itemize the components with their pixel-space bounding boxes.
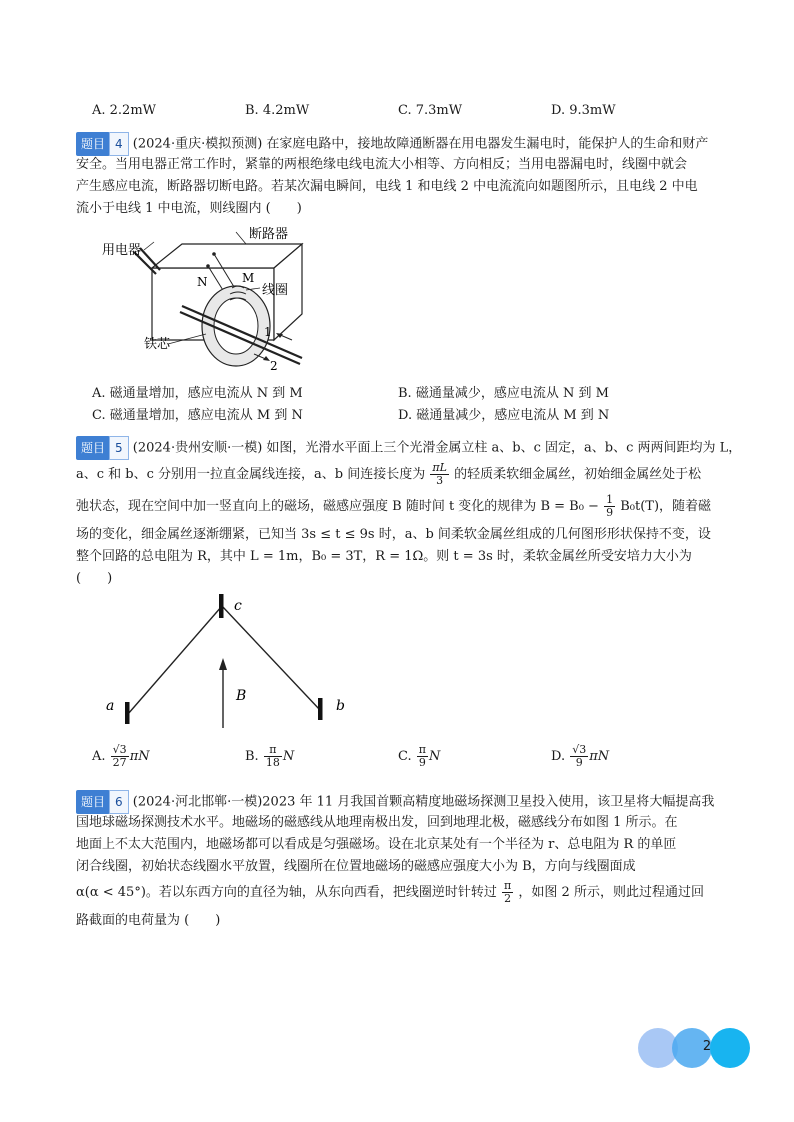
frac-den: 27: [112, 756, 127, 769]
q5-text-2b: 的轻质柔软细金属丝，初始细金属丝处于松: [454, 467, 702, 482]
triangle-posts-figure: [100, 592, 360, 732]
q5-text-3a: 弛状态，现在空间中加一竖直向上的磁场，磁感应强度 B 随时间 t 变化的规律为 B = B₀ −: [76, 499, 599, 514]
frac-num: 1: [606, 493, 614, 506]
frac-den: 9: [418, 756, 426, 769]
opt-unit: N: [282, 749, 295, 764]
opt-unit: πN: [129, 749, 150, 764]
q3-option-b[interactable]: B. 4.2mW: [245, 103, 310, 118]
label-wire-1: 1: [264, 325, 272, 339]
page-number: 2: [702, 1039, 712, 1054]
page-number-badge: [638, 1028, 750, 1068]
frac-num: π: [504, 879, 512, 892]
q6-stem-line5: [76, 878, 704, 908]
label-breaker: 断路器: [249, 227, 289, 242]
post-c: [219, 594, 224, 618]
post-a: [125, 702, 130, 724]
question-number: 4: [109, 132, 129, 156]
q5-option-d[interactable]: [551, 744, 609, 769]
q5-stem-line1: [76, 436, 741, 460]
q5-stem-line6: ( ): [76, 571, 113, 586]
label-wire-2: 2: [270, 359, 278, 372]
q5-option-a[interactable]: [92, 744, 150, 769]
wire-a-c: [128, 606, 222, 714]
frac: [111, 744, 129, 769]
frac-num: √3: [112, 743, 127, 756]
q5-stem-line4: 场的变化，细金属丝逐渐绷紧，已知当 3s ≤ t ≤ 9s 时，a、b 间柔软金属丝组成的几何图形形状保持不变，设: [76, 527, 711, 542]
q5-stem-line3: [76, 492, 711, 522]
opt-letter: D.: [551, 749, 566, 764]
label-n: N: [197, 275, 208, 289]
frac-den: 9: [606, 506, 614, 519]
opt-unit: N: [429, 749, 441, 764]
q3-option-c[interactable]: C. 7.3mW: [398, 103, 463, 118]
q6-text-1: (2024·河北邯郸·一模)2023 年 11 月我国首颗高精度地磁场探测卫星投入使用，该卫星将大幅提高我: [132, 794, 715, 810]
frac-num: √3: [572, 743, 587, 756]
question-badge: 题目: [76, 790, 110, 814]
post-b: [318, 698, 323, 720]
q6-stem-line3: 地面上不太大范围内，地磁场都可以看成是匀强磁场。设在北京某处有一个半径为 r、总电阻为 R 的单匝: [76, 837, 677, 852]
q5-text-3b: B₀t(T)，随着磁: [620, 499, 712, 514]
q6-stem-line1: [76, 790, 714, 814]
question-badge: 题目: [76, 436, 110, 460]
frac-den: 9: [575, 756, 583, 769]
q4-option-a[interactable]: A. 磁通量增加，感应电流从 N 到 M: [92, 386, 303, 401]
q4-stem-line3: 产生感应电流，断路器切断电路。若某次漏电瞬间，电线 1 和电线 2 中电流流向如题图所示，且电线 2 中电: [76, 179, 698, 194]
label-a: a: [106, 698, 115, 714]
q5-stem-line5: 整个回路的总电阻为 R，其中 L = 1m，B₀ = 3T，R = 1Ω。则 t = 3s 时，柔软金属丝所受安培力大小为: [76, 549, 692, 564]
q4-option-d[interactable]: D. 磁通量减少，感应电流从 M 到 N: [398, 408, 610, 423]
q5-option-c[interactable]: [398, 744, 440, 769]
q6-text-5b: ，如图 2 所示，则此过程通过回: [518, 885, 704, 900]
q4-option-c[interactable]: C. 磁通量增加，感应电流从 M 到 N: [92, 408, 303, 423]
opt-letter: C.: [398, 749, 412, 764]
opt-letter: A.: [92, 749, 106, 764]
frac-den: 2: [504, 892, 512, 905]
frac-num: π: [418, 743, 426, 756]
breaker-figure: [96, 222, 336, 372]
label-coil: 线圈: [262, 283, 289, 298]
question-badge: 题目: [76, 132, 110, 156]
q5-text-2a: a、c 和 b、c 分别用一拉直金属线连接，a、b 间连接长度为: [76, 467, 426, 482]
frac-den: 18: [265, 756, 280, 769]
q4-option-b[interactable]: B. 磁通量减少，感应电流从 N 到 M: [398, 386, 609, 401]
q6-stem-line6: 路截面的电荷量为 ( ): [76, 913, 221, 928]
fraction-1-over-9: [604, 494, 615, 519]
label-appliance: 用电器: [102, 243, 142, 258]
q4-text-1: (2024·重庆·模拟预测) 在家庭电路中，接地故障通断器在用电器发生漏电时，能保护人的生命和财产: [132, 136, 709, 152]
field-arrow-head: [219, 658, 227, 670]
frac: [264, 744, 282, 769]
q4-stem-line2: 安全。当用电器正常工作时，紧靠的两根绝缘电线电流大小相等、方向相反；当用电器漏电时，线圈中就会: [76, 157, 688, 172]
q5-text-1: (2024·贵州安顺·一模) 如图，光滑水平面上三个光滑金属立柱 a、b、c 固定，a、b、c 两两间距均为 L，: [132, 440, 742, 456]
opt-letter: B.: [245, 749, 259, 764]
frac-num: πL: [432, 461, 447, 474]
q4-stem-line4: 流小于电线 1 中电流，则线圈内 ( ): [76, 201, 302, 216]
q3-option-a[interactable]: A. 2.2mW: [92, 103, 157, 118]
label-m: M: [242, 271, 255, 285]
q6-text-5a: α(α < 45°)。若以东西方向的直径为轴，从东向西看，把线圈逆时针转过: [76, 885, 497, 900]
q6-stem-line4: 闭合线圈，初始状态线圈水平放置，线圈所在位置地磁场的磁感应强度大小为 B，方向与线圈面成: [76, 859, 636, 874]
question-number: 5: [109, 436, 129, 460]
q5-stem-line2: [76, 460, 701, 490]
q6-stem-line2: 国地球磁场探测技术水平。地磁场的磁感线从地理南极出发，回到地理北极，磁感线分布如图 1 所示。在: [76, 815, 678, 830]
question-number: 6: [109, 790, 129, 814]
fraction-pi-over-2: [502, 880, 513, 905]
opt-unit: πN: [589, 749, 610, 764]
q3-option-d[interactable]: D. 9.3mW: [551, 103, 616, 118]
label-c: c: [234, 598, 242, 614]
fraction-pil-over-3: [430, 462, 449, 487]
label-b-field: B: [236, 688, 247, 704]
frac-den: 3: [436, 474, 444, 487]
frac: [417, 744, 428, 769]
label-core: 铁芯: [144, 337, 171, 352]
q5-option-b[interactable]: [245, 744, 294, 769]
label-b: b: [336, 698, 345, 714]
frac-num: π: [264, 744, 282, 757]
q4-stem-line1: [76, 132, 708, 156]
frac: [570, 744, 588, 769]
